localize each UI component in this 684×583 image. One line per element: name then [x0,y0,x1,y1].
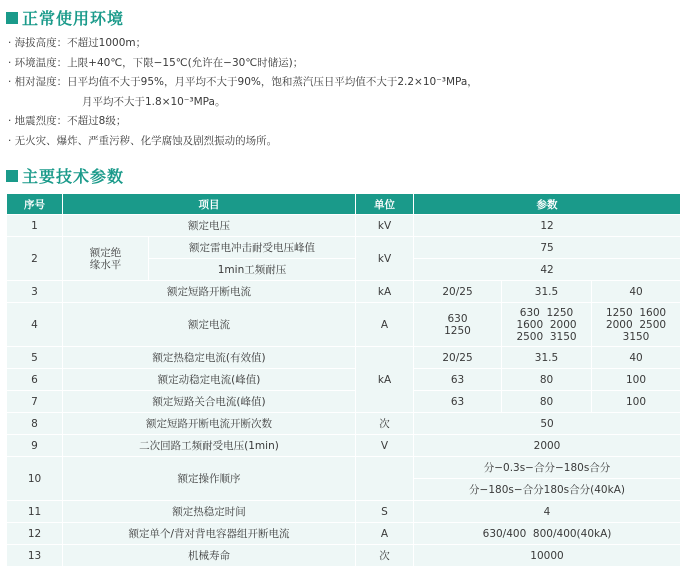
header-item: 项目 [63,194,356,215]
env-seismic: · 地震烈度：不超过8级； [8,115,127,127]
env-humidity: · 相对湿度：日平均值不大于95%，月平均不大于90%，饱和蒸汽压日平均值不大于2.2×10⁻³MPa， [8,76,478,88]
env-temperature: · 环境温度：上限+40℃，下限−15℃(允许在−30℃时储运)； [8,56,304,69]
section-square-icon [6,12,18,24]
env-humidity-monthly: 月平均不大于1.8×10⁻³MPa。 [82,95,226,108]
table-row: 10 额定操作顺序 分−0.3s−合分−180s合分 [7,457,681,479]
table-row: 6 额定动稳定电流(峰值) 63 80 100 [7,369,681,391]
table-row: 1min工频耐压 42 [7,259,681,281]
table-row: 分−180s−合分180s合分(40kA) [7,479,681,501]
specs-title: 主要技术参数 [22,167,125,186]
table-header-row [7,194,681,215]
table-row: 3 额定短路开断电流 kA 20/25 31.5 40 [7,281,681,303]
table-row: 4 额定电流 A 630 1250 630 1250 1600 2000 2500 3150 1250 1600 2000 2500 3150 [7,303,681,347]
table-row: 1 额定电压 kV 12 [7,215,681,237]
table-row: 5 额定热稳定电流(有效值) kA 20/25 31.5 40 [7,347,681,369]
table-row: 12 额定单个/背对背电容器组开断电流 A 630/400 800/400(40kA) [7,523,681,545]
environment-title: 正常使用环境 [22,9,125,28]
section-square-icon [6,170,18,182]
header-unit: 单位 [356,194,414,215]
specs-table [6,193,681,567]
table-row: 8 额定短路开断电流开断次数 次 50 [7,413,681,435]
header-params: 参数 [414,194,681,215]
environment-heading [6,6,124,29]
table-row: 13 机械寿命 次 10000 [7,545,681,567]
header-no: 序号 [7,194,63,215]
env-altitude: · 海拔高度：不超过1000m； [8,37,147,49]
table-row: 2 额定绝 缘水平 额定雷电冲击耐受电压峰值 kV 75 [7,237,681,259]
table-row: 11 额定热稳定时间 S 4 [7,501,681,523]
table-row: 9 二次回路工频耐受电压(1min) V 2000 [7,435,681,457]
insulation-group-label: 额定绝 缘水平 [63,237,149,281]
table-row: 7 额定短路关合电流(峰值) 63 80 100 [7,391,681,413]
environment-list [8,34,478,151]
env-site: · 无火灾、爆炸、严重污秽、化学腐蚀及剧烈振动的场所。 [8,134,278,147]
specs-heading [6,164,124,187]
